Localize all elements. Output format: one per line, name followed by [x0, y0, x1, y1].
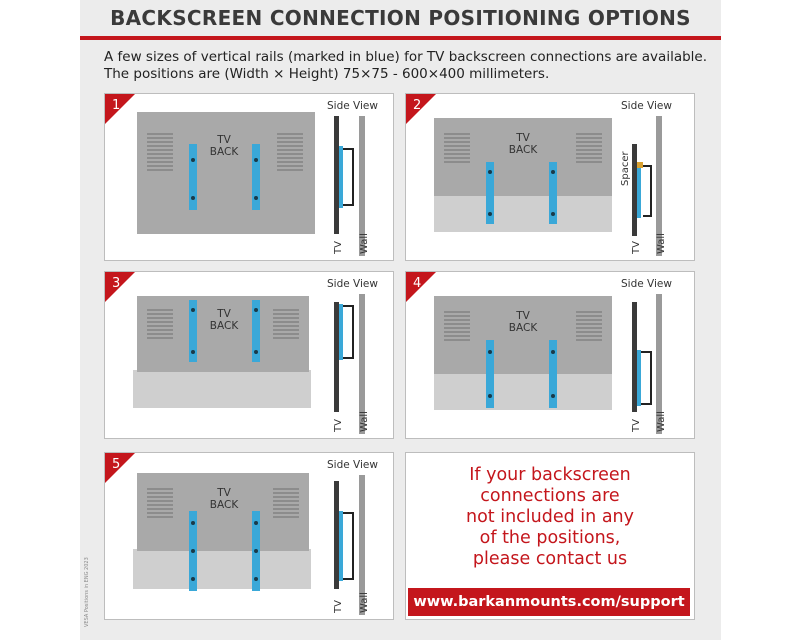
side-view-label: Side View	[621, 100, 672, 112]
tv-profile	[632, 302, 637, 412]
wall-label: Wall	[359, 592, 370, 613]
tv-stand	[434, 372, 612, 410]
wall-label: Wall	[359, 411, 370, 432]
tv-label: TV	[631, 241, 642, 254]
tv-back-panel	[137, 473, 309, 551]
rail-profile	[339, 511, 343, 581]
tv-back-label-2: BACK	[209, 499, 239, 511]
wall-mount-bracket	[643, 166, 651, 216]
vertical-rail-right	[252, 144, 260, 210]
intro-text	[104, 49, 708, 83]
tv-back-label-2: BACK	[508, 144, 538, 156]
panel-number: 5	[112, 457, 121, 472]
tv-stand	[434, 194, 612, 232]
position-diagram-2	[406, 94, 695, 261]
tv-profile	[632, 144, 637, 236]
side-view-label: Side View	[327, 278, 378, 290]
position-diagram-3	[105, 272, 394, 439]
tv-back-panel	[137, 112, 315, 234]
panel-number: 3	[112, 276, 121, 291]
contact-line-2: connections are	[480, 486, 620, 506]
position-panel-2	[405, 93, 695, 261]
rail-profile	[637, 166, 641, 218]
contact-panel	[405, 452, 695, 620]
wall-mount-bracket	[343, 149, 353, 205]
contact-message	[406, 465, 694, 570]
tv-label: TV	[333, 241, 344, 254]
position-panel-4	[405, 271, 695, 439]
rail-profile	[339, 146, 343, 208]
wall-label: Wall	[656, 233, 667, 254]
intro-line-2: The positions are (Width × Height) 75×75 - 600×400 millimeters.	[104, 66, 550, 82]
wall-mount-bracket	[641, 352, 651, 404]
tv-profile	[334, 116, 339, 234]
contact-line-1: If your backscreen	[469, 465, 631, 485]
tv-label: TV	[631, 419, 642, 432]
rail-profile	[339, 304, 343, 360]
side-view-label: Side View	[327, 100, 378, 112]
tv-label: TV	[333, 419, 344, 432]
spacer-block	[637, 162, 643, 168]
contact-line-3: not included in any	[466, 507, 634, 527]
position-diagram-4	[406, 272, 695, 439]
position-panel-1	[104, 93, 394, 261]
tv-stand	[133, 549, 311, 589]
page-title: BACKSCREEN CONNECTION POSITIONING OPTIONS	[110, 6, 691, 30]
tv-profile	[334, 302, 339, 412]
intro-line-1: A few sizes of vertical rails (marked in blue) for TV backscreen connections are available.	[104, 49, 708, 65]
tv-back-panel	[434, 118, 612, 196]
wall-label: Wall	[656, 411, 667, 432]
contact-line-5: please contact us	[472, 549, 628, 569]
footnote: VESA Positions in ENG 2023	[84, 557, 90, 627]
position-panel-5	[104, 452, 394, 620]
tv-back-label-1: TV	[217, 134, 231, 146]
tv-stand	[133, 370, 311, 408]
tv-label: TV	[333, 600, 344, 613]
tv-back-label-1: TV	[217, 487, 231, 499]
tv-back-label-1: TV	[516, 310, 530, 322]
tv-back-label-1: TV	[217, 308, 231, 320]
position-panel-3	[104, 271, 394, 439]
vertical-rail-left	[189, 144, 197, 210]
spacer-label: Spacer	[620, 151, 631, 186]
tv-back-label-1: TV	[516, 132, 530, 144]
panel-number: 2	[413, 98, 422, 113]
title-underline	[80, 36, 721, 40]
tv-back-label-2: BACK	[508, 322, 538, 334]
tv-back-panel	[434, 296, 612, 374]
tv-profile	[334, 481, 339, 589]
support-url-link[interactable]: www.barkanmounts.com/support	[408, 588, 690, 616]
position-diagram-1	[105, 94, 394, 261]
wall-mount-bracket	[343, 513, 353, 579]
tv-back-label-2: BACK	[209, 146, 239, 158]
side-view-label: Side View	[621, 278, 672, 290]
side-view-label: Side View	[327, 459, 378, 471]
tv-back-label-2: BACK	[209, 320, 239, 332]
panel-number: 1	[112, 98, 121, 113]
contact-line-4: of the positions,	[479, 528, 621, 548]
wall-label: Wall	[359, 233, 370, 254]
rail-profile	[637, 350, 641, 406]
panel-number: 4	[413, 276, 422, 291]
wall-mount-bracket	[343, 306, 353, 358]
position-diagram-5	[105, 453, 394, 620]
